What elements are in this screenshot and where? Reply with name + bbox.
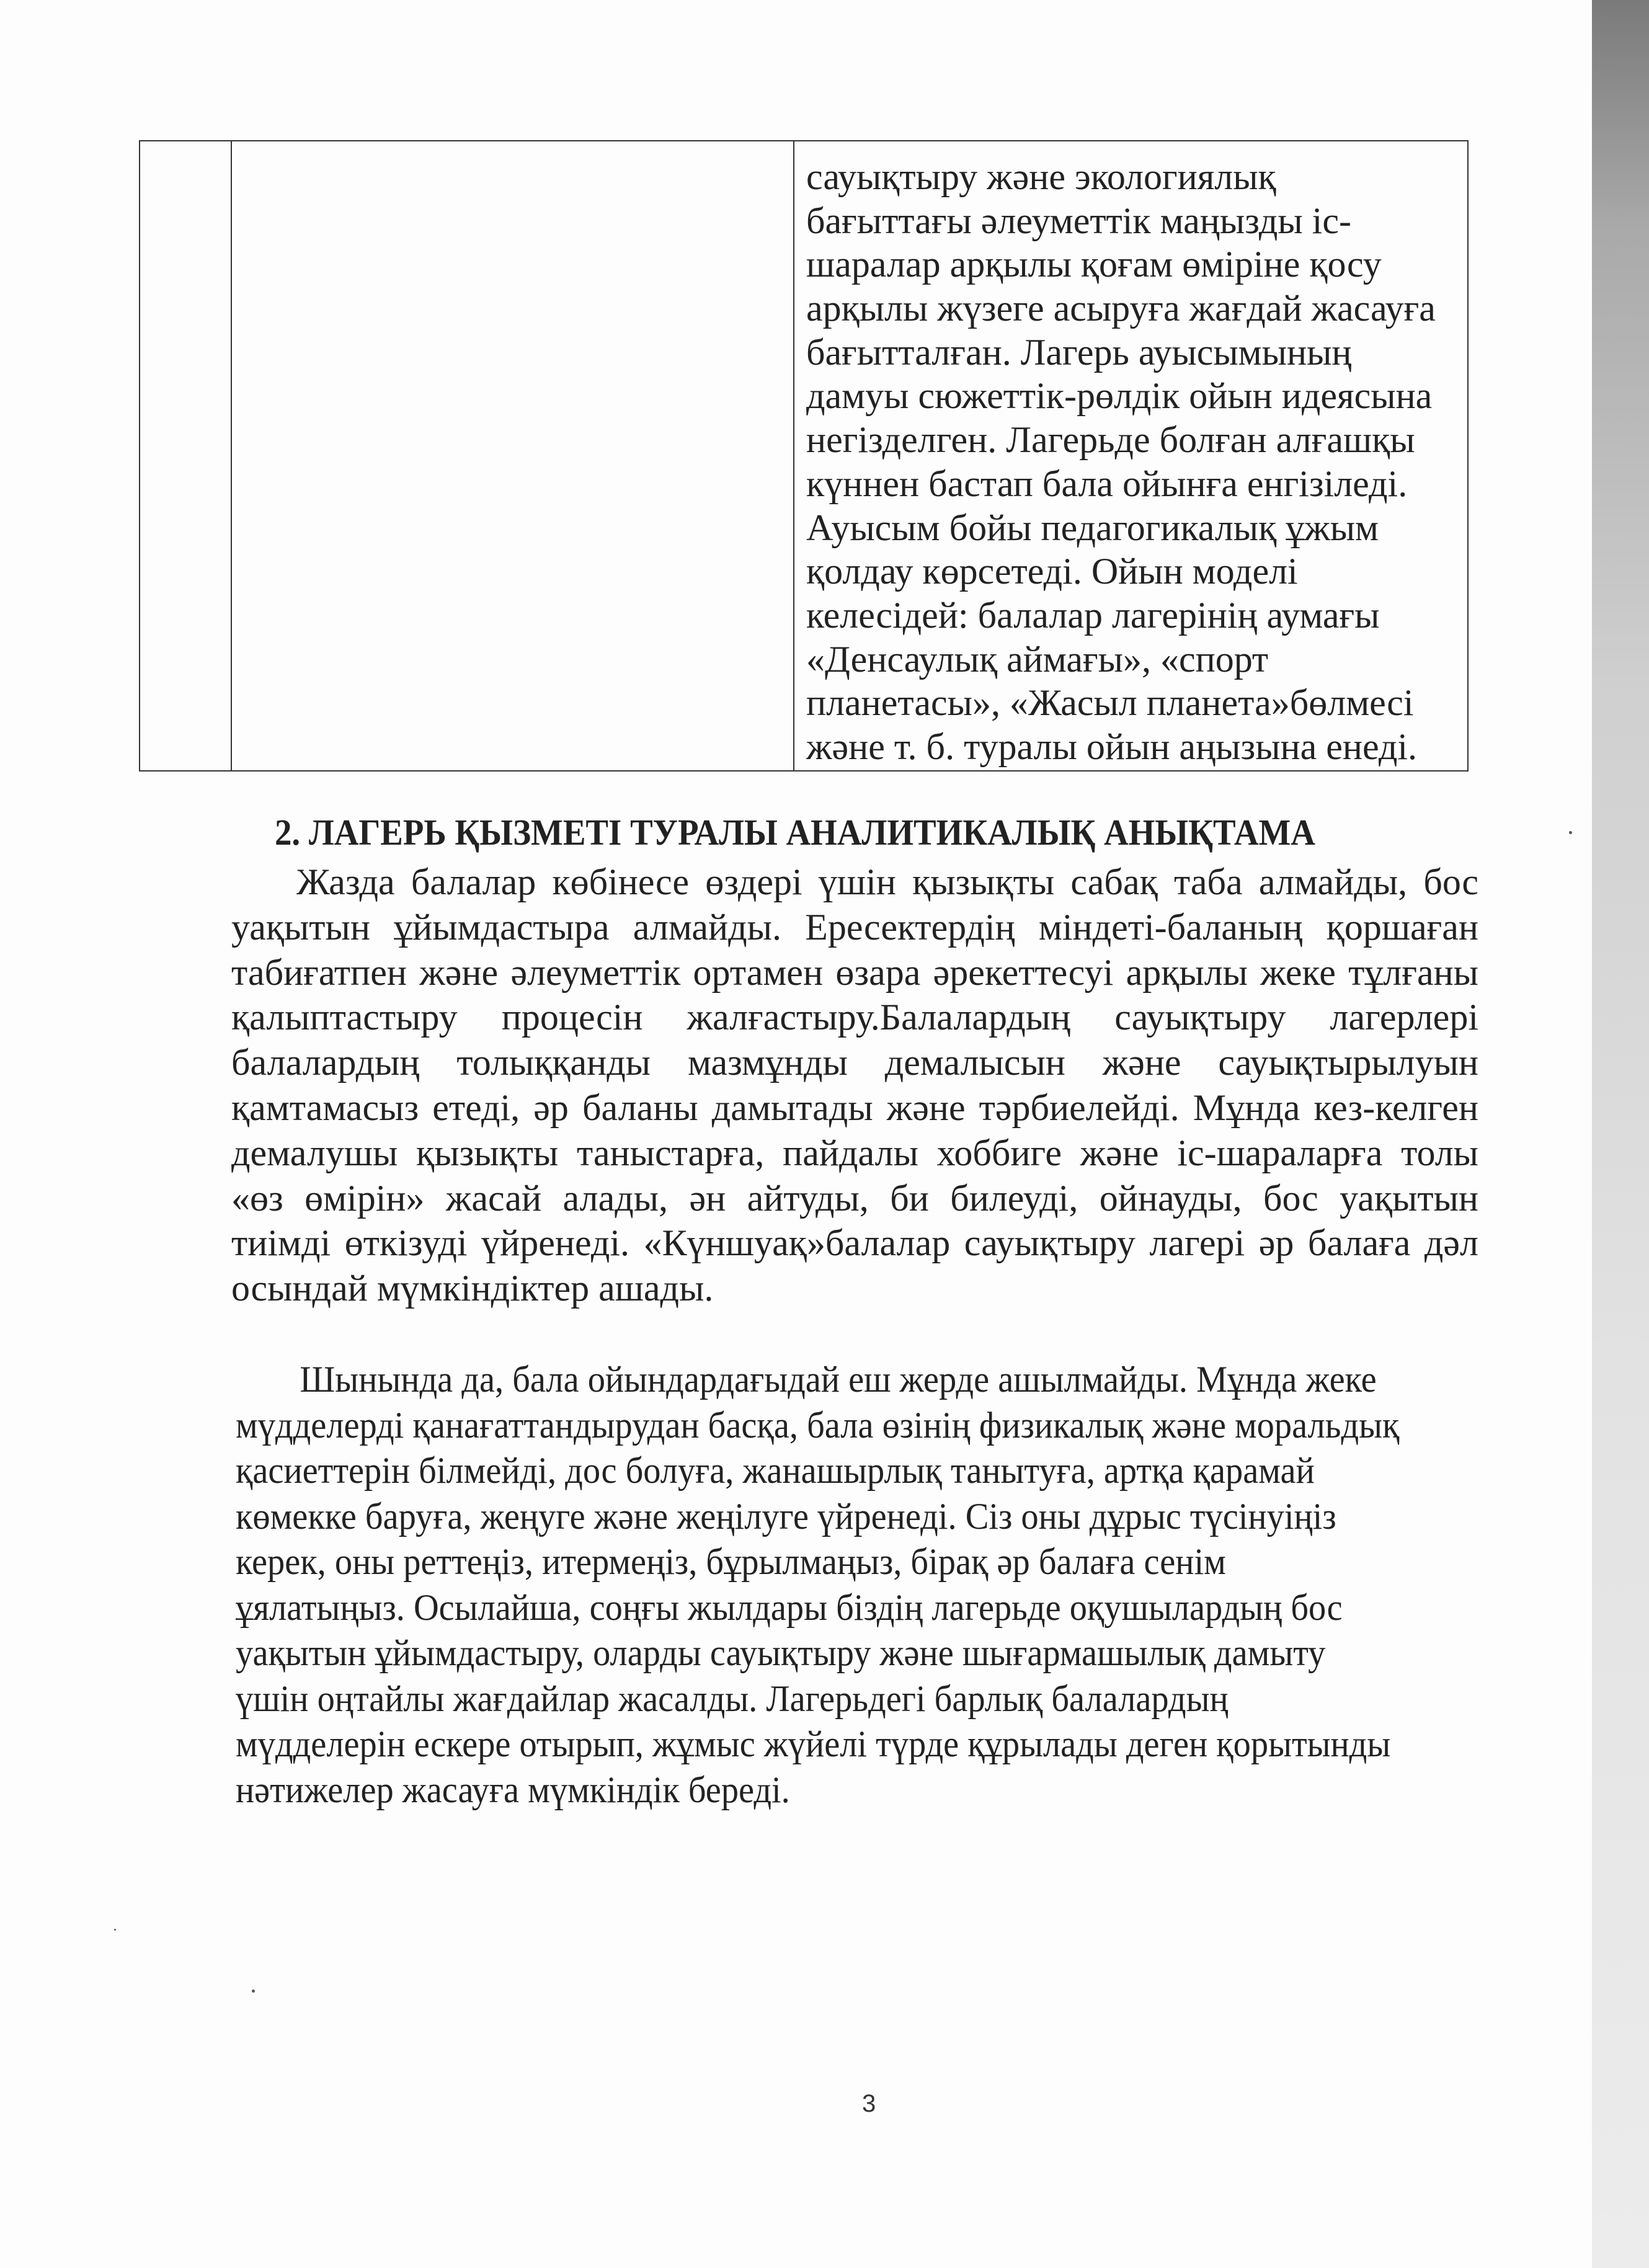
- text-line: осындай мүмкіндіктер ашады.: [231, 1268, 714, 1309]
- text-line: Ауысым бойы педагогикалық ұжым: [806, 507, 1379, 548]
- text-line: уақытын ұйымдастыру, оларды сауықтыру және шығармашылық дамыту: [236, 1632, 1326, 1673]
- text-line: шаралар арқылы қоғам өміріне қосу: [806, 244, 1382, 285]
- text-line: керек, оны реттеңіз, итермеңіз, бұрылмаңыз, бірақ әр балаға сенім: [236, 1541, 1226, 1582]
- text-line: табиғатпен және әлеуметтік ортамен өзара әрекеттесуі арқылы жеке тұлғаны: [231, 951, 1478, 993]
- text-line: «Денсаулық аймағы», «спорт: [806, 638, 1269, 680]
- text-line: ұялатыңыз. Осылайша, соңғы жылдары біздің лагерьде оқушылардың бос: [236, 1586, 1343, 1628]
- text-line: қолдау көрсетеді. Ойын моделі: [806, 551, 1298, 592]
- page-number: 3: [862, 2090, 876, 2117]
- text-line: бағыттағы әлеуметтік маңызды іс-: [806, 200, 1351, 241]
- scan-speck: [1569, 831, 1572, 834]
- text-line: қамтамасыз етеді, әр баланы дамытады және тәрбиелейді. Мұнда кез-келген: [231, 1087, 1478, 1128]
- table-column-divider: [231, 141, 232, 770]
- text-line: «өз өмірін» жасай алады, ән айтуды, би билеуді, ойнауды, бос уақытын: [231, 1177, 1478, 1219]
- text-line: тиімді өткізуді үйренеді. «Күншуақ»балалар сауықтыру лагері әр балаға дәл: [231, 1222, 1478, 1264]
- text-line: уақытын ұйымдастыра алмайды. Ересектердің міндеті-баланың қоршаған: [231, 906, 1478, 948]
- text-line: келесідей: балалар лагерінің аумағы: [806, 594, 1380, 636]
- text-line: балалардың толыққанды мазмұнды демалысын және сауықтырылуын: [231, 1042, 1478, 1083]
- text-line: қалыптастыру процесін жалғастыру.Балалардың сауықтыру лагерлері: [231, 997, 1478, 1038]
- text-line: көмекке баруға, жеңуге және жеңілуге үйренеді. Сіз оны дұрыс түсінуіңіз: [236, 1495, 1336, 1537]
- table-cell-description: [806, 155, 1436, 769]
- text-line: арқылы жүзеге асыруға жағдай жасауға: [806, 288, 1436, 329]
- text-line: нәтижелер жасауға мүмкіндік береді.: [236, 1769, 790, 1810]
- scan-speck: [114, 1929, 116, 1931]
- text-line: демалушы қызықты таныстарға, пайдалы хоббиге және іс-шараларға толы: [231, 1132, 1478, 1173]
- text-line: мүдделерді қанағаттандырудан басқа, бала өзінің физикалық және моральдық: [236, 1404, 1400, 1446]
- scan-speck: [252, 1990, 255, 1993]
- scan-edge-shadow: [1592, 0, 1649, 2268]
- text-line: негізделген. Лагерьде болған алғашқы: [806, 419, 1415, 461]
- paragraph-1: [231, 860, 1478, 1311]
- table-column-divider: [793, 141, 794, 770]
- text-line: мүдделерін ескере отырып, жұмыс жүйелі түрде құрылады деген қорытынды: [236, 1723, 1391, 1764]
- text-line: үшін оңтайлы жағдайлар жасалды. Лагерьдегі барлық балалардың: [236, 1678, 1229, 1719]
- text-line: сауықтыру және экологиялық: [806, 156, 1276, 197]
- text-line: дамуы сюжеттік-рөлдік ойын идеясына: [806, 375, 1433, 417]
- text-line: бағытталған. Лагерь ауысымының: [806, 331, 1352, 373]
- text-line: Жазда балалар көбінесе өздері үшін қызықты сабақ таба алмайды, бос: [296, 861, 1478, 902]
- text-line: күннен бастап бала ойынға енгізіледі.: [806, 463, 1408, 504]
- text-line: және т. б. туралы ойын аңызына енеді.: [806, 726, 1418, 767]
- paragraph-2: [236, 1357, 1483, 1813]
- text-line: Шынында да, бала ойындардағыдай еш жерде ашылмайды. Мұнда жеке: [300, 1359, 1377, 1400]
- text-line: қасиеттерін білмейді, дос болуға, жанашырлық танытуға, артқа қарамай: [236, 1450, 1315, 1491]
- section-heading: 2. ЛАГЕРЬ ҚЫЗМЕТІ ТУРАЛЫ АНАЛИТИКАЛЫҚ АНЫҚТАМА: [275, 812, 1315, 853]
- text-line: планетасы», «Жасыл планета»бөлмесі: [806, 682, 1414, 724]
